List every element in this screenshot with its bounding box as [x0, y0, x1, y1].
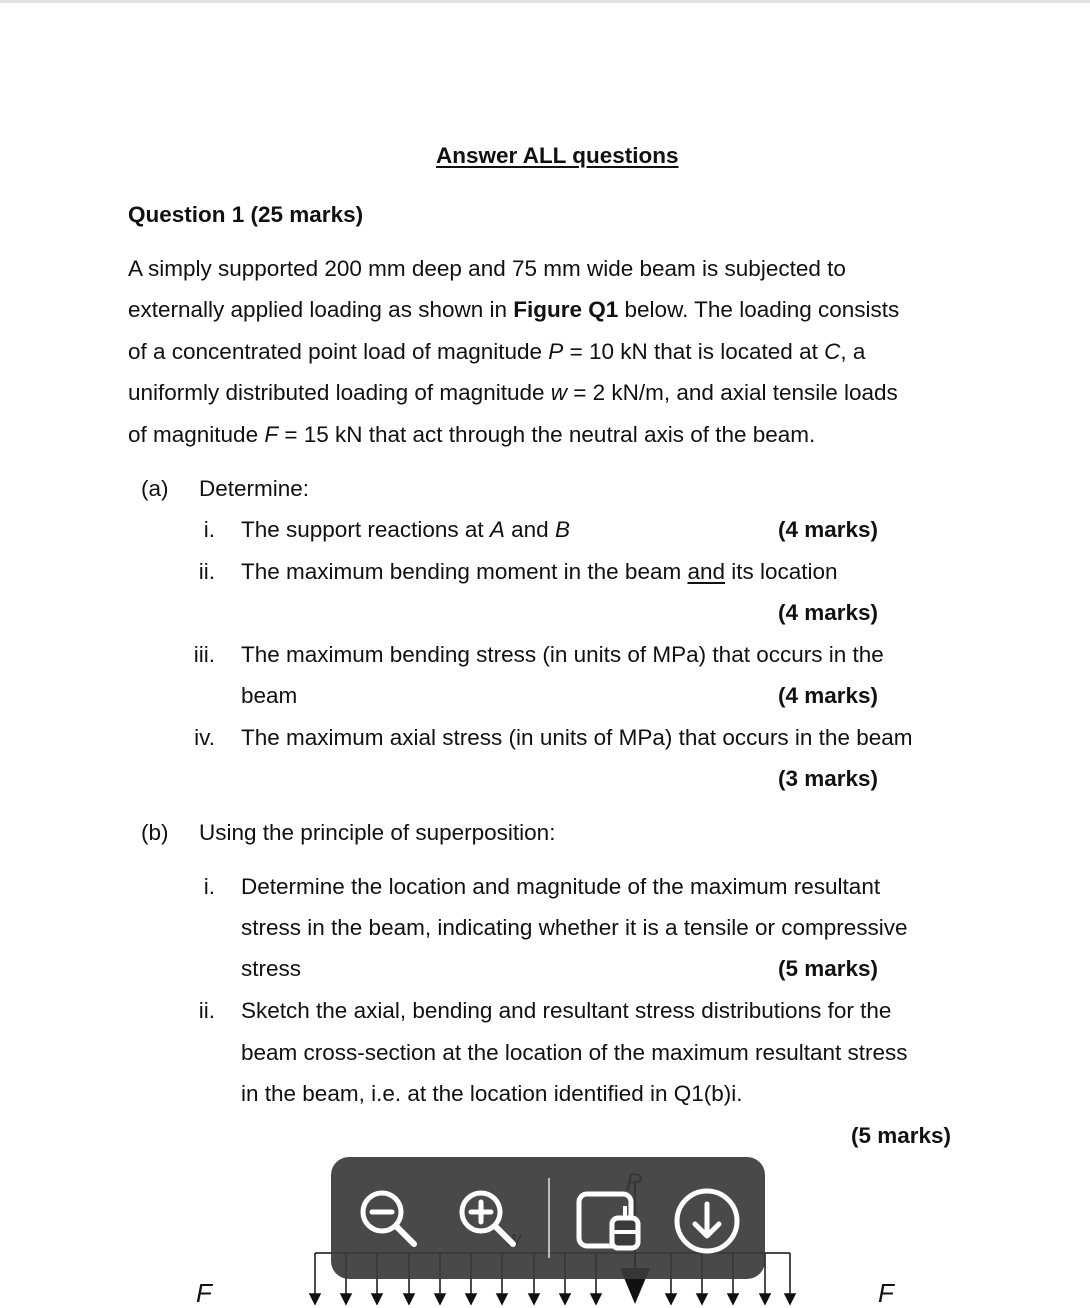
part-a-item-2 [241, 559, 838, 585]
var-F: F [264, 422, 279, 447]
intro-text: = 2 kN/m, and axial tensile loads [567, 380, 898, 405]
intro-text: uniformly distributed loading of magnitude [128, 380, 551, 405]
intro-line-4 [128, 380, 898, 406]
intro-line-1 [128, 256, 846, 282]
item-number: iv. [194, 725, 215, 750]
intro-line-2 [128, 297, 899, 323]
question-title: Question 1 (25 marks) [128, 202, 364, 227]
download-icon[interactable] [672, 1186, 742, 1256]
item-text: its location [725, 559, 838, 584]
part-b-label: (b) [141, 820, 169, 845]
page-title: Answer ALL questions [436, 143, 679, 168]
intro-line-3 [128, 339, 865, 365]
item-text: The support reactions at [241, 517, 490, 542]
item-number: i. [203, 517, 215, 542]
annotate-icon[interactable] [574, 1188, 646, 1254]
var-B: B [554, 517, 570, 542]
intro-text: A simply supported 200 mm deep and 75 mm wide beam is subjected to [128, 256, 846, 281]
var-A: A [489, 517, 505, 542]
item-number: ii. [198, 559, 215, 584]
intro-text: , a [840, 339, 866, 364]
part-b-item-1-line-2: stress in the beam, indicating whether it is a tensile or compressive [241, 915, 908, 940]
intro-text: of magnitude [128, 422, 265, 447]
marks-label: (4 marks) [778, 600, 879, 625]
part-a-label: (a) [141, 476, 169, 501]
label-F-left: F [196, 1278, 212, 1308]
part-b-heading: Using the principle of superposition: [199, 820, 556, 845]
part-b-item-2-line-2: beam cross-section at the location of the maximum resultant stress [241, 1040, 908, 1065]
intro-line-5 [128, 422, 815, 448]
item-number: ii. [198, 998, 215, 1023]
part-a-item-3-line-2: beam [241, 683, 298, 708]
intro-text: = 15 kN that act through the neutral axis of the beam. [278, 422, 816, 447]
label-F-right: F [878, 1278, 894, 1308]
intro-text: of a concentrated point load of magnitude [128, 339, 549, 364]
item-number: i. [203, 874, 215, 899]
intro-text: below. The loading consists [618, 297, 900, 322]
page-top-border [0, 0, 1090, 3]
part-b-item-2-line-3: in the beam, i.e. at the location identified in Q1(b)i. [241, 1081, 743, 1106]
figure-ref: Figure Q1 [513, 297, 619, 322]
toolbar-separator [548, 1178, 550, 1258]
intro-text: externally applied loading as shown in [128, 297, 514, 322]
marks-label: (4 marks) [778, 517, 879, 542]
marks-label: (5 marks) [778, 956, 879, 981]
marks-label: (3 marks) [778, 766, 879, 791]
marks-label: (4 marks) [778, 683, 879, 708]
part-a-heading: Determine: [199, 476, 310, 501]
item-text: and [504, 517, 555, 542]
var-w: w [550, 380, 567, 405]
part-a-item-3-line-1: The maximum bending stress (in units of MPa) that occurs in the [241, 642, 884, 667]
part-b-item-1-line-1: Determine the location and magnitude of the maximum resultant [241, 874, 881, 899]
underlined-and: and [687, 559, 726, 584]
zoom-out-icon[interactable] [356, 1186, 422, 1252]
item-text: The maximum bending moment in the beam [241, 559, 688, 584]
zoom-in-icon[interactable] [455, 1186, 521, 1252]
part-a-item-4-line-1: The maximum axial stress (in units of MPa) that occurs in the beam [241, 725, 913, 750]
intro-text: = 10 kN that is located at [563, 339, 825, 364]
part-b-item-1-line-3: stress [241, 956, 302, 981]
part-b-item-2-line-1: Sketch the axial, bending and resultant stress distributions for the [241, 998, 892, 1023]
part-a-item-1 [241, 517, 570, 543]
var-P: P [548, 339, 564, 364]
marks-label: (5 marks) [851, 1123, 952, 1148]
item-number: iii. [193, 642, 215, 667]
var-C: C [824, 339, 841, 364]
